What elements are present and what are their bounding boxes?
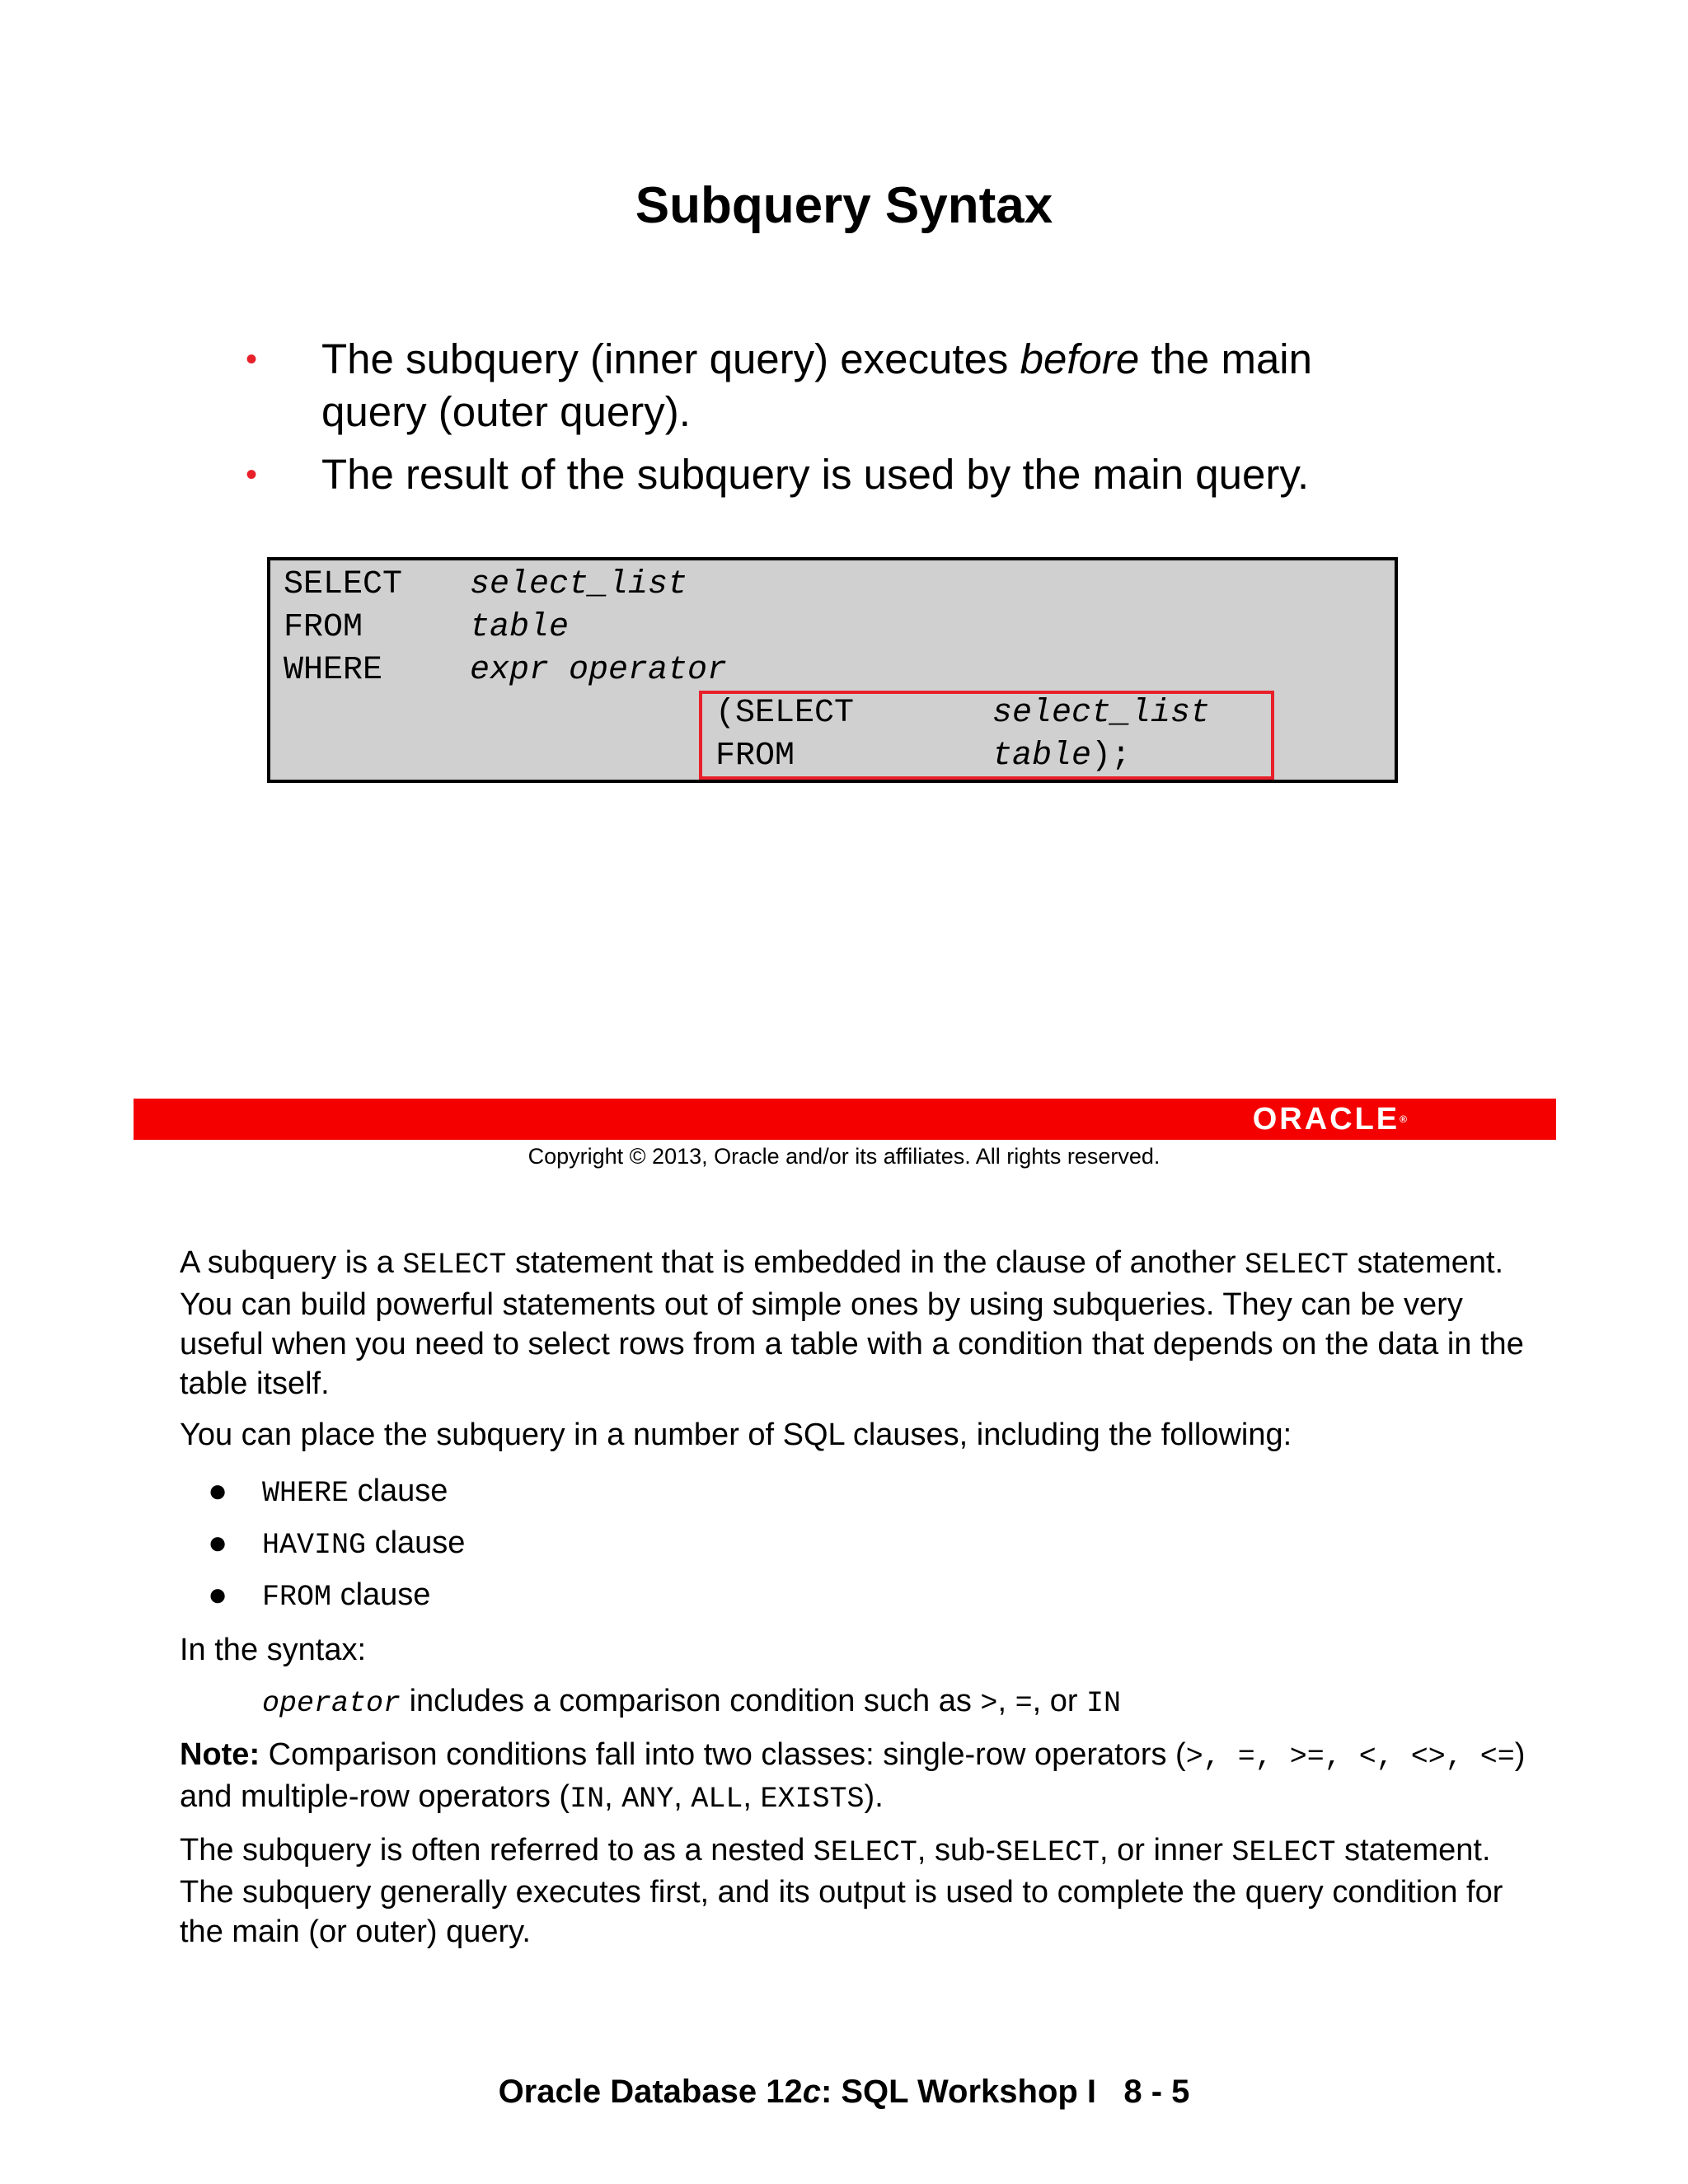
red-banner — [134, 1099, 1556, 1140]
notes-paragraph-3: In the syntax: — [180, 1633, 367, 1667]
list-item: ● WHERE clause — [180, 1466, 1548, 1518]
clause-list — [180, 1466, 1548, 1622]
bullet-2: • The result of the subquery is used by the main query. — [246, 448, 1400, 501]
bullet-dot-icon: ● — [208, 1473, 228, 1509]
code-arg: select_list — [992, 695, 1211, 732]
bullet-1: • The subquery (inner query) executes before the main query (outer query). — [246, 333, 1400, 438]
bullet-dot-icon: • — [246, 457, 258, 493]
page-footer: Oracle Database 12c: SQL Workshop I 8 - 5 — [498, 2074, 1190, 2110]
bullet-dot-icon: • — [246, 341, 258, 377]
operator-definition: operator includes a comparison condition such as >, =, or IN — [262, 1684, 1122, 1720]
code-arg: select_list — [470, 566, 688, 603]
slide-bullets — [246, 333, 1400, 511]
copyright: Copyright © 2013, Oracle and/or its affiliates. All rights reserved. — [528, 1144, 1160, 1169]
code-keyword: SELECT — [284, 566, 403, 603]
bullet-dot-icon: ● — [208, 1577, 228, 1613]
code-keyword: WHERE — [284, 652, 383, 689]
code-keyword: FROM — [715, 738, 795, 775]
notes-paragraph-5: The subquery is often referred to as a nested SELECT, sub-SELECT, or inner SELECT statement. The subquery generally executes first, and its output is used to complete the query condition for the main (or outer) query. — [180, 1833, 1503, 1949]
oracle-logo: ORACLE® — [1252, 1102, 1409, 1137]
list-item: ● HAVING clause — [180, 1518, 1548, 1570]
code-arg: expr operator — [470, 652, 728, 689]
code-arg: table — [470, 609, 570, 646]
code-keyword: FROM — [284, 609, 363, 646]
note-paragraph: Note: Comparison conditions fall into two classes: single-row operators (>, =, >=, <, <>, <=) and multiple-row operators (IN, ANY, ALL, EXISTS). — [180, 1737, 1526, 1816]
list-item: ● FROM clause — [180, 1570, 1548, 1622]
subquery-highlight — [699, 691, 1274, 780]
notes-paragraph-1: A subquery is a SELECT statement that is embedded in the clause of another SELECT statement. You can build powerful statements out of simple ones by using subqueries. They can be very useful when you need to select rows from a table with a condition that depends on the data in the table itself. — [180, 1245, 1524, 1401]
notes-paragraph-2: You can place the subquery in a number of SQL clauses, including the following: — [180, 1418, 1292, 1452]
notes — [180, 1243, 1548, 1963]
slide-title: Subquery Syntax — [635, 177, 1053, 234]
code-keyword: (SELECT — [715, 695, 855, 732]
bullet-dot-icon: ● — [208, 1525, 228, 1561]
code-arg: table); — [992, 738, 1132, 775]
